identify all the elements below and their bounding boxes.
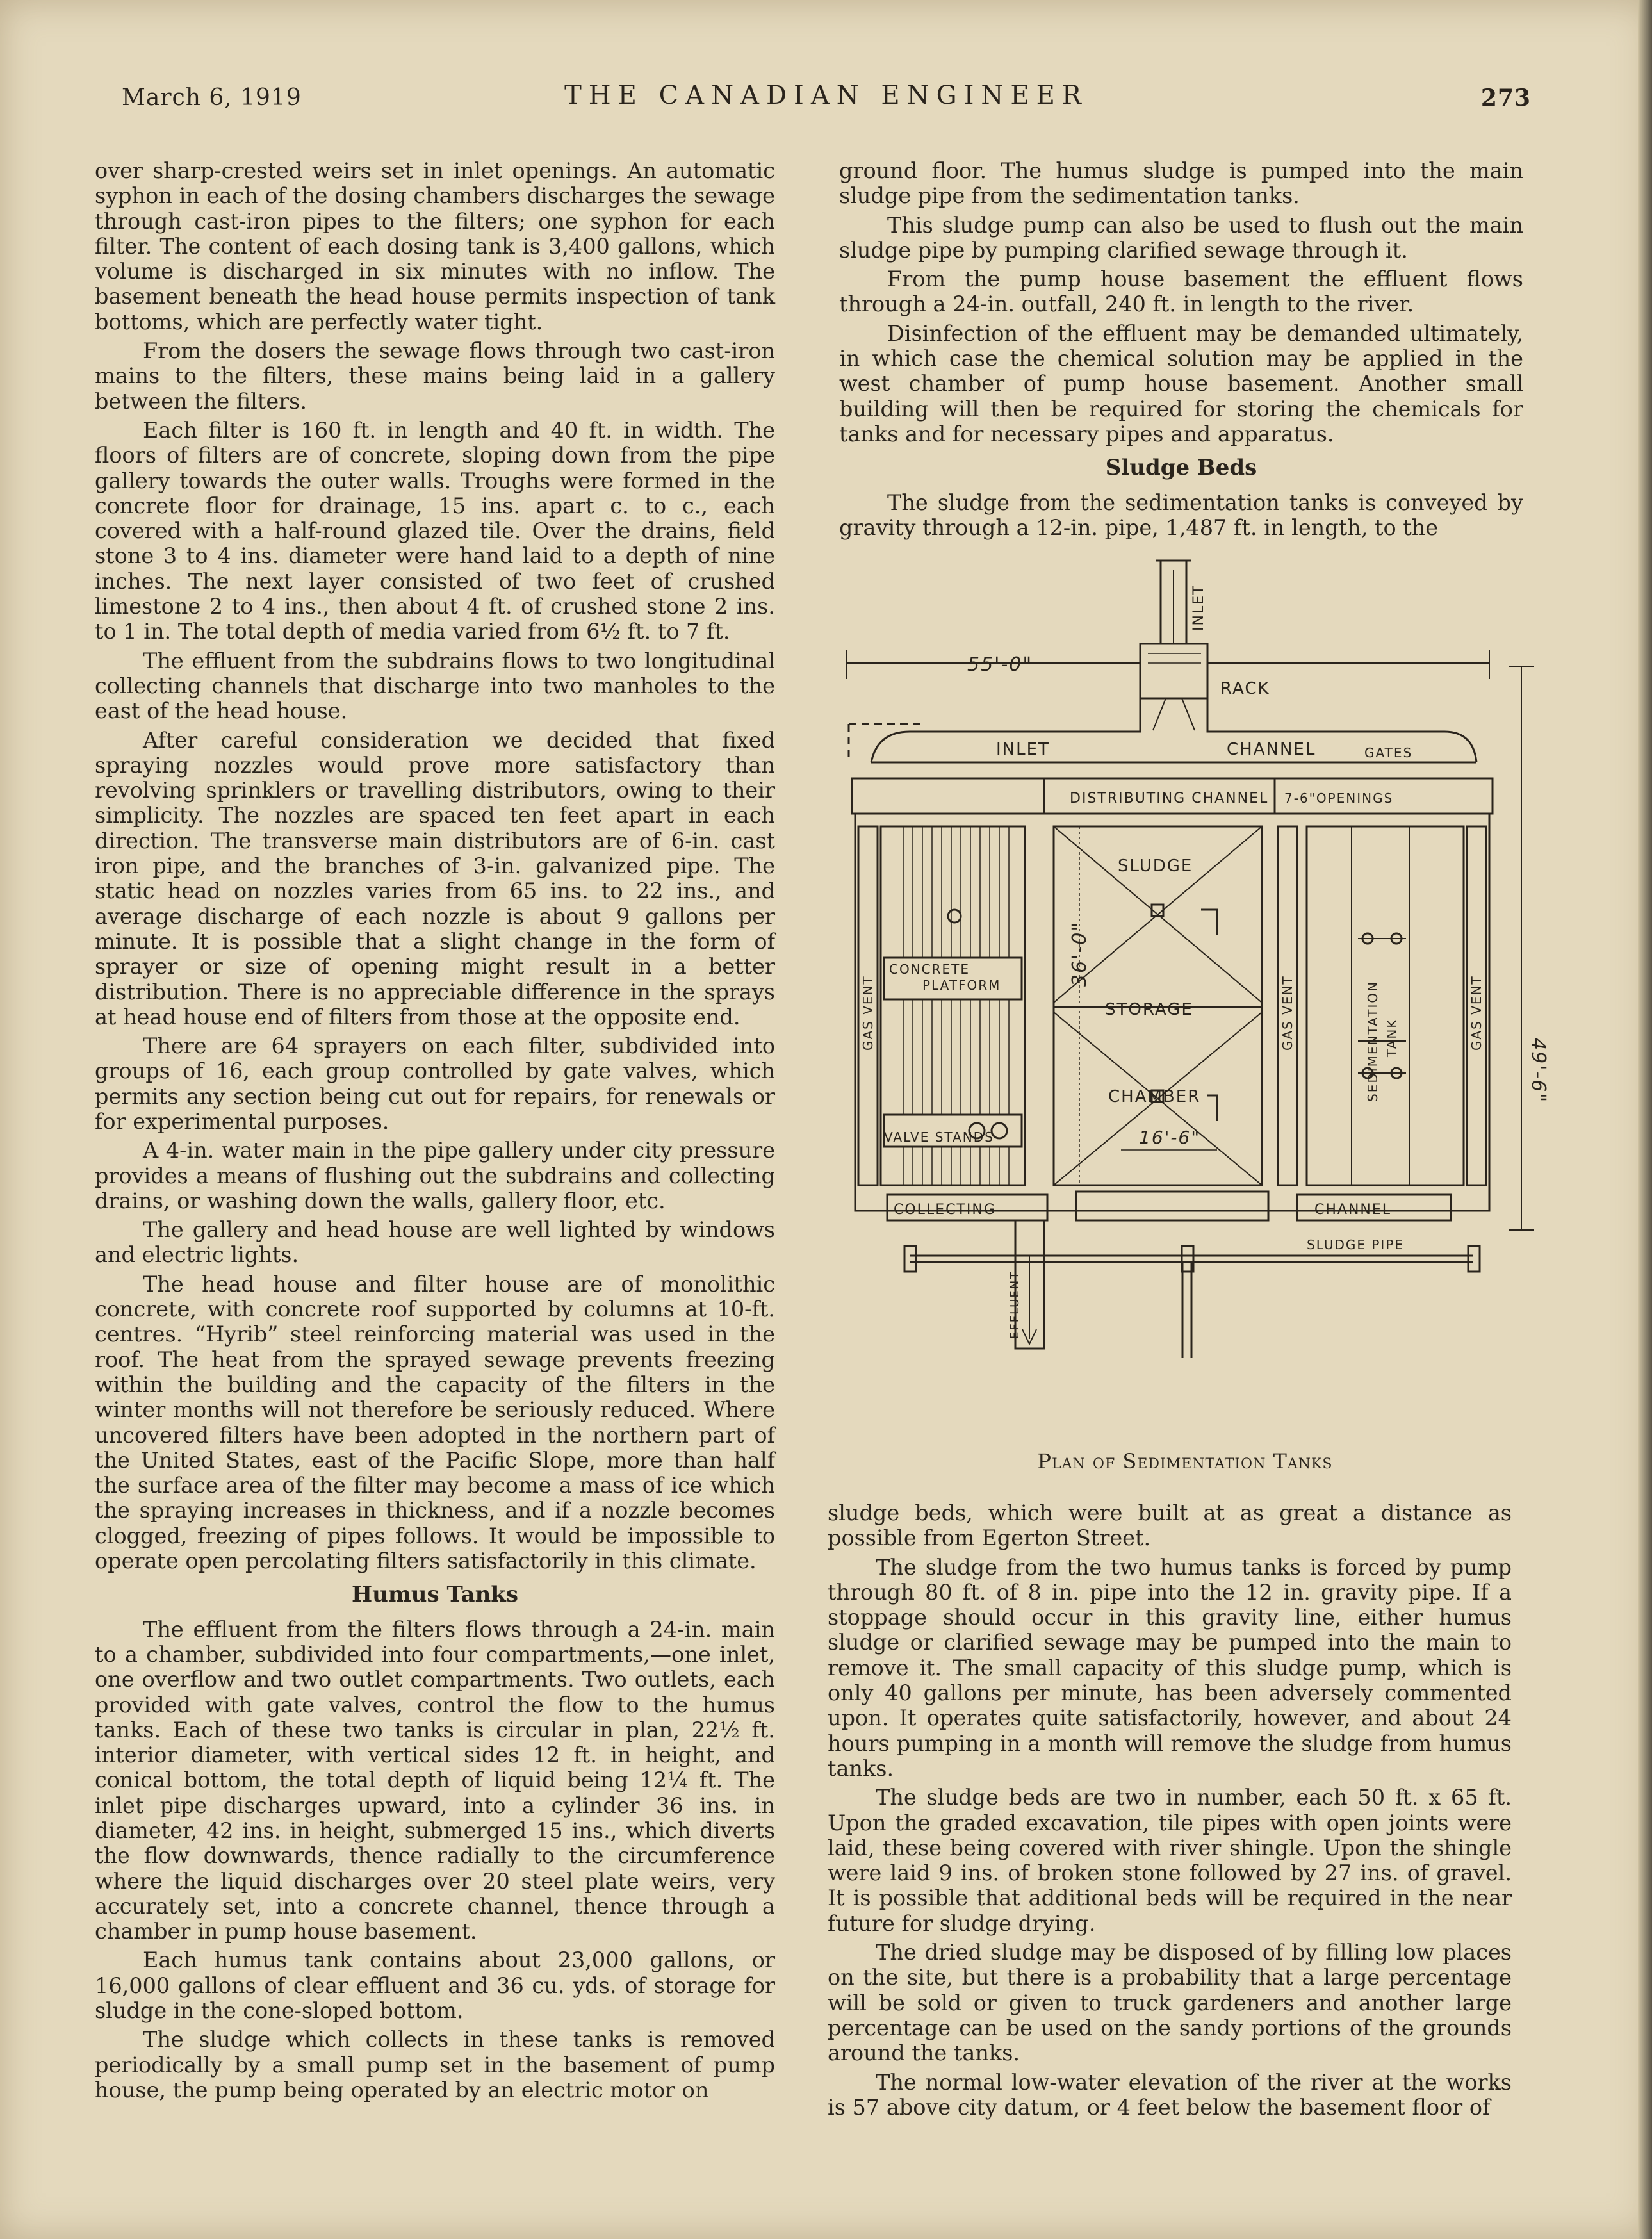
paragraph: The gallery and head house are well lighted by windows and electric lights. xyxy=(95,1217,775,1268)
running-header xyxy=(122,81,1531,123)
paragraph: The sludge from the two humus tanks is forced by pump through 80 ft. of 8 in. pipe into the 12 in. gravity pipe. If a stoppage should occur in this gravity line, either humus sludge or clarified sewage may be pumped into the main to remove it. The small capacity of this sludge pump, which is only 40 gallons per minute, has been adversely commented upon. It operates quite satisfactorily, however, and about 24 hours pumping in a month will remove the sludge from humus tanks. xyxy=(828,1554,1512,1781)
journal-title: THE CANADIAN ENGINEER xyxy=(564,81,1088,110)
paragraph: After careful consideration we decided that fixed spraying nozzles would prove more satisfactory than revolving sprinklers or travelling distributors, owing to their simplicity. The nozzles are spaced ten feet apart in each direction. The transverse main distributors are of 6-in. cast iron pipe, and the branches of 3-in. galvanized pipe. The static head on nozzles varies from 65 ins. to 22 ins., and average discharge of each nozzle is about 9 gallons per minute. It is possible that a slight change in the form of sprayer or size of opening might result in a better distribution. There is no appreciable difference in the sprays at head house end of filters from those at the opposite end. xyxy=(95,727,775,1029)
paragraph: The sludge from the sedimentation tanks is conveyed by gravity through a 12-in. pipe, 1,487 ft. in length, to the xyxy=(839,489,1523,540)
label-gates: GATES xyxy=(1364,745,1413,760)
label-channel-bottom: CHANNEL xyxy=(1314,1202,1392,1218)
paragraph: There are 64 sprayers on each filter, subdivided into groups of 16, each group controlled by gate valves, which permits any section being cut out for repairs, for renewals or for experimental purposes. xyxy=(95,1033,775,1134)
label-gas-vent-right: GAS VENT xyxy=(1469,975,1484,1051)
paragraph: The sludge beds are two in number, each 50 ft. x 65 ft. Upon the graded excavation, tile pipes with open joints were laid, these being covered with river shingle. Upon the shingle were laid 9 ins. of broken stone followed by 27 ins. of gravel. It is possible that additional beds will be required in the near future for sludge drying. xyxy=(828,1785,1512,1936)
paragraph: The dried sludge may be disposed of by filling low places on the site, but there is a probability that a large percentage will be sold or given to truck gardeners and another large percentage can be used on the sandy portions of the grounds around the tanks. xyxy=(828,1940,1512,2066)
paragraph: over sharp-crested weirs set in inlet openings. An automatic syphon in each of the dosing chambers discharges the sewage through cast-iron pipes to the filters; one syphon for each filter. The content of each dosing tank is 3,400 gallons, which volume is discharged in six minutes with no inflow. The basement beneath the head house permits inspection of tank bottoms, which are perfectly water tight. xyxy=(95,158,775,334)
label-platform-2: PLATFORM xyxy=(922,978,1001,993)
label-chamber: CHAMBER xyxy=(1108,1087,1201,1106)
label-channel-top: CHANNEL xyxy=(1227,740,1316,759)
sedimentation-tank xyxy=(1307,826,1464,1185)
right-column-top xyxy=(839,158,1523,544)
label-rack: RACK xyxy=(1220,679,1270,698)
label-width-dimension: 55'-0" xyxy=(967,653,1033,676)
rack-box xyxy=(1140,644,1207,698)
paragraph: The normal low-water elevation of the river at the works is 57 above city datum, or 4 feet below the basement floor of xyxy=(828,2069,1512,2120)
label-concrete-1: CONCRETE xyxy=(889,962,970,977)
paragraph: The effluent from the subdrains flows to two longitudinal collecting channels that discharge into two manholes to the east of the head house. xyxy=(95,648,775,724)
label-sedimentation: SEDIMENTATION xyxy=(1365,980,1380,1102)
label-sludge-pipe: SLUDGE PIPE xyxy=(1307,1237,1405,1252)
paragraph: This sludge pump can also be used to flush out the main sludge pipe by pumping clarified sewage through it. xyxy=(839,212,1523,263)
paragraph: Each filter is 160 ft. in length and 40 ft. in width. The floors of filters are of concrete, sloping down from the pipe gallery towards the outer walls. Troughs were formed in the concrete floor for drainage, 15 ins. apart c. to c., each covered with a half-round glazed tile. Over the drains, field stone 3 to 4 ins. diameter were hand laid to a depth of nine inches. The next layer consisted of two feet of crushed limestone 2 to 4 ins., then about 4 ft. of crushed stone 2 ins. to 1 in. The total depth of media varied from 6½ ft. to 7 ft. xyxy=(95,417,775,644)
right-column-bottom xyxy=(828,1500,1512,2124)
label-tank: TANK xyxy=(1384,1018,1400,1057)
binding-edge xyxy=(1638,0,1652,2239)
sedimentation-tank-plan-figure xyxy=(833,551,1550,1473)
page-number: 273 xyxy=(1480,85,1531,111)
paragraph: Disinfection of the effluent may be demanded ultimately, in which case the chemical solution may be applied in the west chamber of pump house basement. Another small building will then be required for storing the chemicals for tanks and for necessary pipes and apparatus. xyxy=(839,320,1523,447)
paragraph: From the pump house basement the effluent flows through a 24-in. outfall, 240 ft. in length to the river. xyxy=(839,267,1523,317)
label-height-dimension: 49'-6" xyxy=(1527,1038,1550,1104)
plan-drawing xyxy=(833,551,1550,1448)
paragraph: ground floor. The humus sludge is pumped into the main sludge pipe from the sedimentation tanks. xyxy=(839,158,1523,209)
figure-caption: Plan of Sedimentation Tanks xyxy=(1037,1449,1333,1473)
label-valve-stands: VALVE STANDS xyxy=(884,1129,994,1145)
paragraph: The effluent from the filters flows through a 24-in. main to a chamber, subdivided into four compartments,—one inlet, one overflow and two outlet compartments. Two outlets, each provided with gate valves, control the flow to the humus tanks. Each of these two tanks is circular in plan, 22½ ft. interior diameter, with vertical sides 12 ft. in height, and conical bottom, the total depth of liquid being 12¼ ft. The inlet pipe discharges upward, into a cylinder 36 ins. in diameter, 42 ins. in height, submerged 15 ins., which diverts the flow downwards, thence radially to the circumference where the liquid discharges over 20 steel plate weirs, very accurately set, into a concrete channel, thence through a chamber in pump house basement. xyxy=(95,1616,775,1944)
section-heading-humus-tanks: Humus Tanks xyxy=(351,1582,518,1608)
paragraph: Each humus tank contains about 23,000 gallons, or 16,000 gallons of clear effluent and 36 cu. yds. of storage for sludge in the cone-sloped bottom. xyxy=(95,1948,775,2024)
label-storage: STORAGE xyxy=(1105,1000,1193,1019)
label-inlet: INLET xyxy=(996,740,1050,759)
section-heading-sludge-beds: Sludge Beds xyxy=(1105,455,1257,481)
paragraph: The head house and filter house are of monolithic concrete, with concrete roof supported by columns at 10-ft. centres. “Hyrib” steel reinforcing material was used in the roof. The heat from the sprayed sewage prevents freezing within the building and the capacity of the filters in the winter months will not therefore be seriously reduced. Where uncovered filters have been adopted in the northern part of the United States, east of the Pacific Slope, more than half the surface area of the filter may become a mass of ice which the spraying increases in thickness, and if a nozzle becomes clogged, freezing of pipes follows. It would be impossible to operate open percolating filters satisfactorily in this climate. xyxy=(95,1271,775,1574)
label-distributing-channel: DISTRIBUTING CHANNEL xyxy=(1070,791,1269,807)
paragraph: From the dosers the sewage flows through two cast-iron mains to the filters, these mains being laid in a gallery between the filters. xyxy=(95,338,775,414)
label-gas-vent-left: GAS VENT xyxy=(860,975,876,1051)
paragraph: A 4-in. water main in the pipe gallery under city pressure provides a means of flushing out the subdrains and collecting drains, or washing down the walls, gallery floor, etc. xyxy=(95,1138,775,1213)
label-inner-dimension: 16'-6" xyxy=(1139,1127,1201,1148)
label-effluent: EFFLUENT xyxy=(1008,1270,1022,1339)
label-openings: 7-6"OPENINGS xyxy=(1284,791,1394,806)
paragraph: sludge beds, which were built at as great a distance as possible from Egerton Street. xyxy=(828,1500,1512,1551)
label-sludge: SLUDGE xyxy=(1118,857,1193,876)
label-collecting: COLLECTING xyxy=(894,1202,996,1218)
label-gas-vent-middle: GAS VENT xyxy=(1280,975,1295,1051)
paragraph: The sludge which collects in these tanks is removed periodically by a small pump set in the basement of pump house, the pump being operated by an electric motor on xyxy=(95,2027,775,2103)
label-depth-dimension: 36'-0" xyxy=(1068,921,1091,987)
left-column xyxy=(95,158,775,2106)
label-inlet-vertical: INLET xyxy=(1191,584,1207,631)
issue-date: March 6, 1919 xyxy=(122,85,302,111)
